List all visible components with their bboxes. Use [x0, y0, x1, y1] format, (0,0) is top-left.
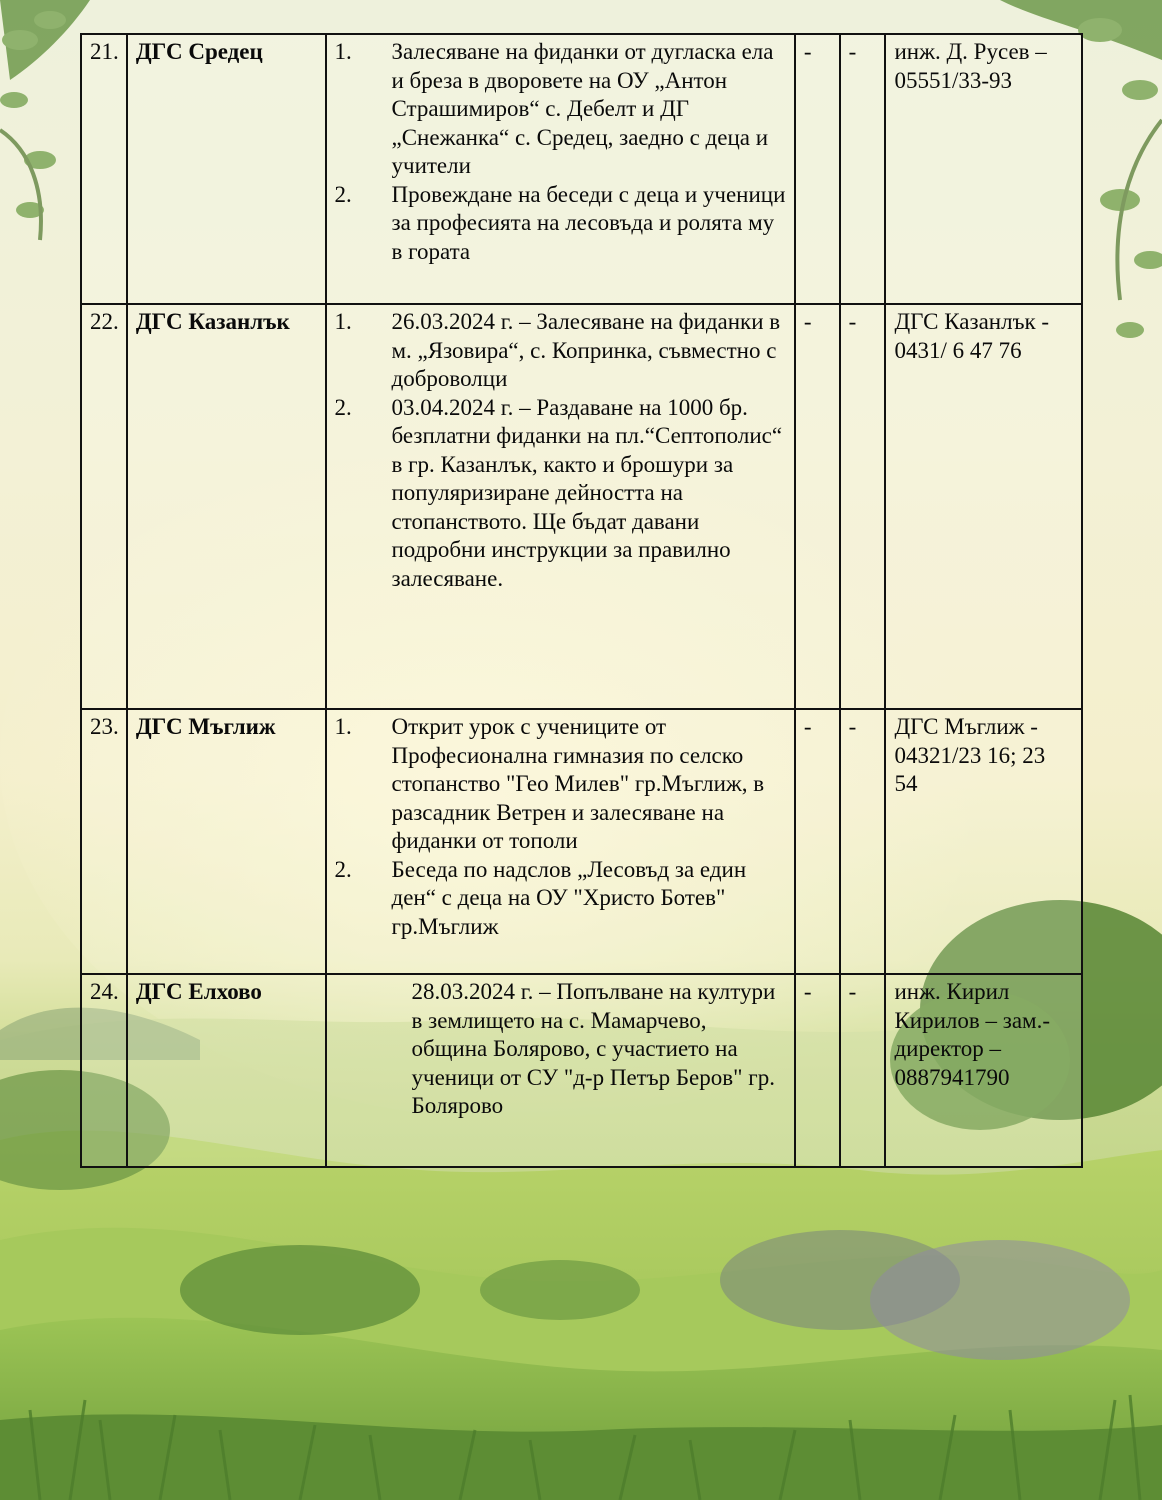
activity-number: 2. [334, 856, 352, 882]
dash-cell: - [795, 709, 840, 974]
dash-cell: - [840, 304, 886, 709]
dash-cell: - [795, 304, 840, 709]
row-number: 21. [81, 34, 127, 304]
activity-item [335, 38, 786, 181]
contact-cell: ДГС Казанлък - 0431/ 6 47 76 [885, 304, 1082, 709]
activity-number: 2. [334, 394, 352, 420]
activity-item [335, 308, 786, 394]
forestry-unit-name: ДГС Елхово [127, 974, 326, 1167]
activity-text: 28.03.2024 г. – Попълване на култури в землището на с. Мамарчево, община Болярово, с участието на ученици от СУ "д-р Петър Беров" гр. Болярово [411, 979, 776, 1118]
dash-cell: - [840, 34, 886, 304]
activity-item [335, 978, 786, 1121]
activities-cell [326, 304, 795, 709]
activity-text: Беседа по надслов „Лесовъд за един ден“ с деца на ОУ "Христо Ботев" гр.Мъглиж [391, 856, 747, 939]
table-row [81, 304, 1082, 709]
activities-cell [326, 709, 795, 974]
bush-right-2 [870, 1240, 1130, 1360]
leaves-top-left [0, 0, 90, 240]
row-number: 22. [81, 304, 127, 709]
contact-cell: инж. Д. Русев – 05551/33-93 [885, 34, 1082, 304]
activity-item [335, 856, 786, 942]
forestry-unit-name: ДГС Казанлък [127, 304, 326, 709]
activity-text: Открит урок с учениците от Професионална гимназия по селско стопанство "Гео Милев" гр.Мъглиж, в разсадник Ветрен и залесяване на фиданки от тополи [391, 714, 765, 853]
table-row [81, 974, 1082, 1167]
contact-cell: инж. Кирил Кирилов – зам.-директор – 0887941790 [885, 974, 1082, 1167]
activity-text: Провеждане на беседи с деца и ученици за професията на лесовъда и ролята му в гората [391, 181, 786, 264]
activity-text: Залесяване на фиданки от дугласка ела и бреза в дворовете на ОУ „Антон Страшимиров“ с. Дебелт и ДГ „Снежанка“ с. Средец, заедно с деца и учители [391, 39, 774, 178]
activity-number: 1. [334, 714, 352, 739]
activity-item [335, 713, 786, 856]
forestry-events-table [80, 33, 1083, 1168]
table-row [81, 34, 1082, 304]
bush-mid [480, 1260, 640, 1320]
row-number: 23. [81, 709, 127, 974]
activity-text: 26.03.2024 г. – Залесяване на фиданки в м. „Язовира“, с. Копринка, съвместно с доброволци [391, 309, 781, 391]
activity-item [335, 181, 786, 267]
activity-text: 03.04.2024 г. – Раздаване на 1000 бр. безплатни фиданки на пл.“Септополис“ в гр. Казанлък, както и брошури за популяризиране дейността на стопанството. Ще бъдат давани подробни инструкции за правилно залесяване. [391, 394, 783, 591]
dash-cell: - [840, 709, 886, 974]
activity-number: 1. [334, 309, 352, 334]
dash-cell: - [795, 34, 840, 304]
activities-cell [326, 34, 795, 304]
forestry-unit-name: ДГС Мъглиж [127, 709, 326, 974]
activity-number: 1. [334, 39, 352, 64]
row-number: 24. [81, 974, 127, 1167]
activity-item [335, 394, 786, 594]
activities-cell [326, 974, 795, 1167]
forestry-unit-name: ДГС Средец [127, 34, 326, 304]
table-row [81, 709, 1082, 974]
contact-cell: ДГС Мъглиж - 04321/23 16; 23 54 [885, 709, 1082, 974]
dash-cell: - [840, 974, 886, 1167]
activity-number: 2. [334, 181, 352, 207]
dash-cell: - [795, 974, 840, 1167]
bush-left [180, 1245, 420, 1335]
activity-number [335, 978, 412, 1121]
